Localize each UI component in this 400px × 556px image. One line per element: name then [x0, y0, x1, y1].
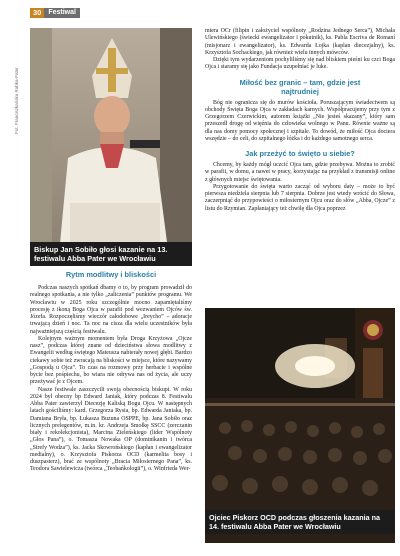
- paragraph: Podczas naszych spotkań dbamy o to, by program prowadził do realnego spotkania, a nie tylko „zaliczenia” punktów programu. We Wrocławiu w 2025 roku szczególnie mocno zapamiętaliśmy procesję z ikoną Boga Ojca w parafii pod wezwaniem Ojców św. Józefa. Rozpoczęliśmy wieczór całodobowe „Ireycho” – adoracje trwającą dzień i noc. Ta noc na cisza dla wielu uczestników była najważniejszą częścią festiwalu.: [30, 285, 192, 335]
- paragraph: Chcemy, by każdy mógł uczcić Ojca tam, gdzie przebywa. Można to zrobić w parafii, w domu, a nawet w pracy, korzystając na przykład z transmisji online z głównych miejsc świętowania.: [205, 162, 395, 183]
- section-heading: Jak przeżyć to święto u siebie?: [245, 149, 355, 158]
- left-column: [30, 270, 192, 474]
- paragraph: Dzięki tym wydarzeniom pochyliliśmy się nad bliskiem pieśni ku czci Boga Ojca i staramy się jako Fundacja uzupełniać je luke.: [205, 57, 395, 71]
- paragraph: Nasze festiwale zaszczycili swoją obecnością biskupi. W roku 2024 był obecny bp Edward Janiak, który podczas 8. Festiwalu Abba Pater zawierzył Diecezję Kaliską Bogu Ojcu. W następnych latach gościliśmy: kard. Grzegorza Rysia, bp. Edwarda Janiaka, bp. Damiana Bryła, bp. Łukasza Buzuna OSPPE, bp. Jana Sobiło oraz licznych prelegentów, m.in. kr. Andrzeja Smołkę SSCC (zerczanin biały i rekolekcjonista), Marcina Zieleńskiego (lider Wspólnoty „Głos Pana”), o. Tomasza Nowaka OP (dominikanin i twórca „Strefy Wodza”), ks. Jacka Skowrońskiego (kapłan i ewangelizator medialny), o. Krzysztofa Piskorza OCD (karmelita bosy i duszpasterz), brać ze wspólnoty „Bracia Miłosiernego Pana”, ks. Teodora Sawielewicza (twórca „Teobańkologii”), o. Winfrieda Wer-: [30, 386, 192, 473]
- church-photo: [205, 308, 395, 543]
- section-heading: Rytm modlitwy i bliskości: [65, 270, 157, 279]
- photo-caption: Ojciec Piskorz OCD podczas głoszenia kazania na 14. festiwalu Abba Pater we Wrocławiu: [205, 510, 395, 534]
- photo-caption: Biskup Jan Sobiło głosi kazanie na 13. festiwalu Abba Pater we Wrocławiu: [30, 242, 192, 266]
- paragraph: Bóg nie ogranicza się do murów kościoła. Poruszającym świadectwem są obchody Święta Boga Ojca w zakładach karnych. Współpracujemy przy tym z Grzegorzem Czerwickim, autorem książki „Nie jesteś skazany”, który sam przeszedł drogę od więźnia do człowieka wolnego w Panu. Równie ważne są dla nas domy pomocy społecznej i szpitale. To dowód, że miłość Ojca dociera wszędzie – do celi, do szpitalnego łóżka i do każdego samotnego serca.: [205, 99, 395, 142]
- paragraph: mtera OCr (filipin i założyciel wspólnoty „Rodzina Jednego Serca”), Michała Ulewińskiego (świecki ewangelizator i pokutnik), ks. Pabla Escriva de Romaní (misjonarz i ewangelizator), ks. Edwarda Łojka (kaplan diecezjalny), ks. Krzysztofa Sochackiego, jak również wielu innych mówców.: [205, 28, 395, 56]
- page-header: [30, 8, 80, 18]
- page-number: 30: [30, 8, 44, 18]
- bishop-photo: [30, 28, 192, 265]
- right-column: [205, 28, 395, 213]
- section-label: Festiwal: [44, 8, 80, 18]
- photo-credit: Fot. Franciszkańska Rabka-Pater: [14, 67, 19, 134]
- section-heading: Miłość bez granic – tam, gdzie jest najtrudniej: [239, 77, 361, 96]
- paragraph: Przygotowanie do święta warto zacząć od wyboru daty – może to być pierwsza niedziela sierpnia lub 7 sierpnia. Dobrze jest wtedy wrócić do Słowa, zaczerpniąć do przypowieści o miłosiernym Ojcu oraz do słów „Abba, Ojcze” z listu do Rzymian. Zapłaniający też chwilę dla Ojca poprzez: [205, 183, 395, 212]
- paragraph: Kolejnym ważnym momentem była Droga Krzyżowa „Ojcze nasz”, podczas której znane od dzieciństwa słowa modlitwy z Ewangelii według świętego Mateusza nabierały nowej głębi. Bardzo ciekawy sobie też zwracają na bliskości w miejsce, które nazywamy „Gospodą u Ojca”. To czas na rozmowy przy herbacie i wspólne bycie bez pośpiechu, bo wiara nie odrywa nas od życia, ale uczy przeżywać je z Ojcem.: [30, 335, 192, 386]
